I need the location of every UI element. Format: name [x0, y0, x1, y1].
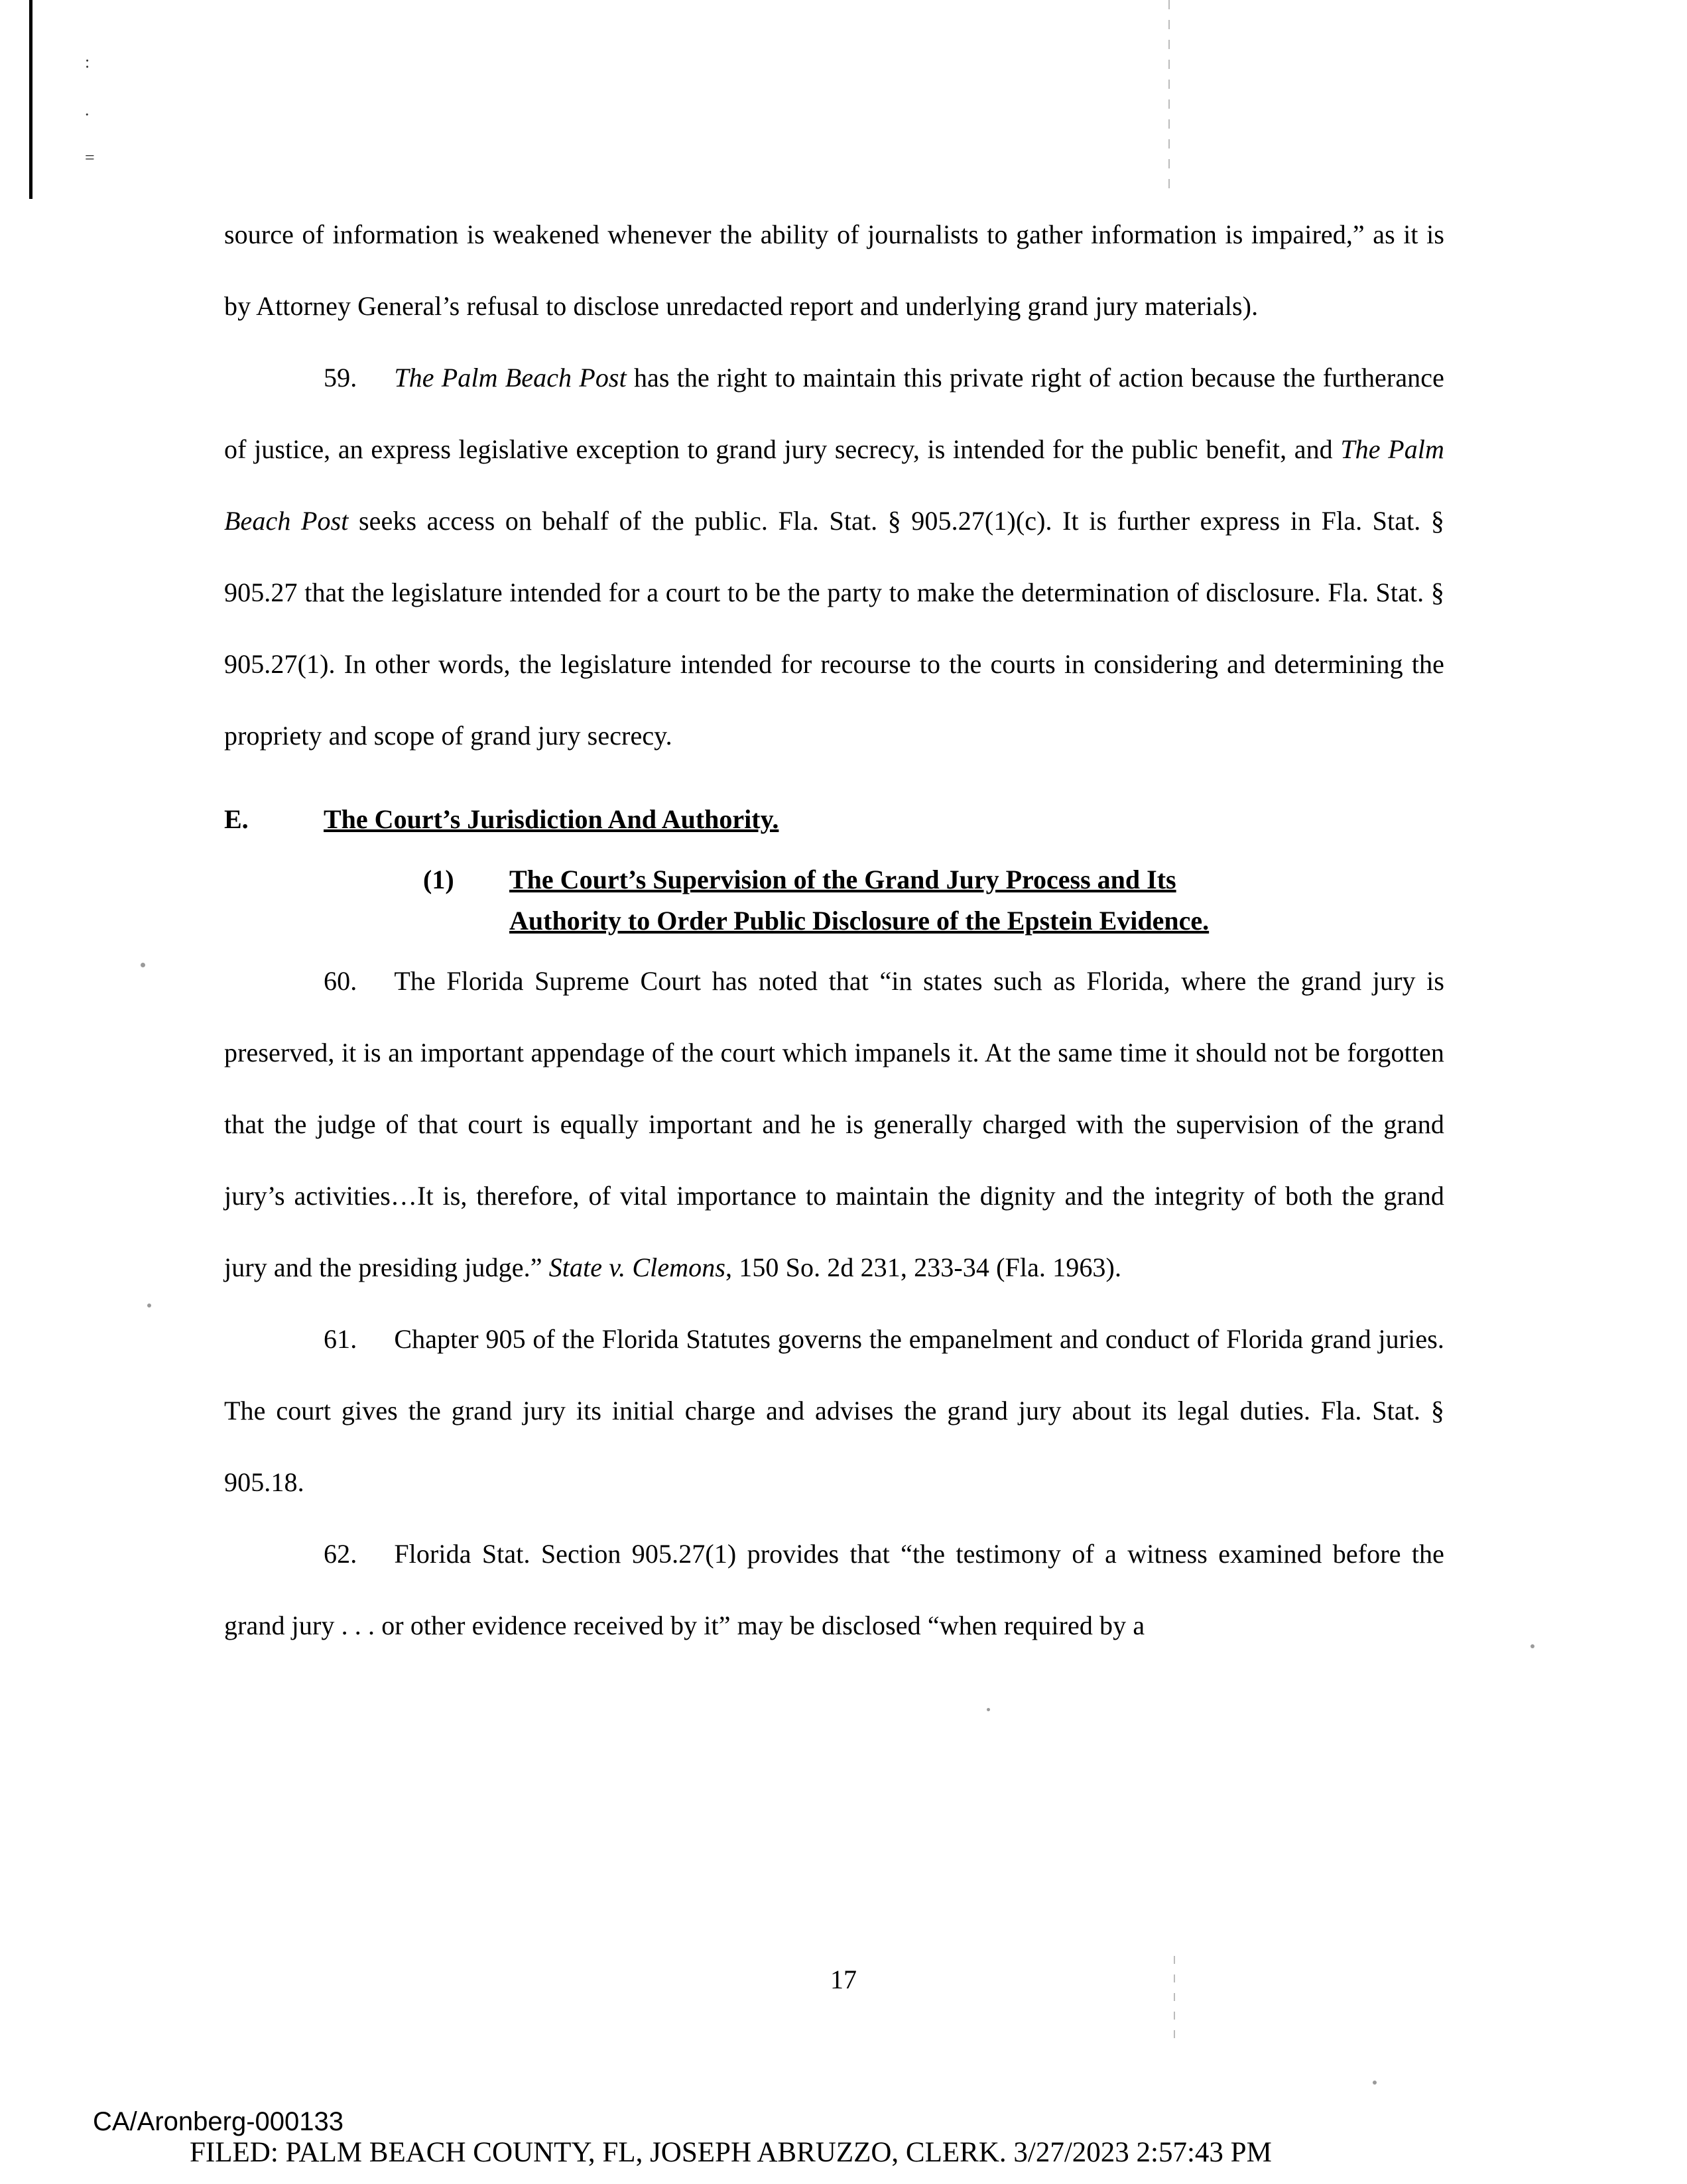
- paragraph-text: Chapter 905 of the Florida Statutes governs the empanelment and conduct of Florida grand juries. The court gives the grand jury its initial charge and advises the grand jury about its legal duties. Fla. Stat. § 905.18.: [224, 1324, 1444, 1497]
- paragraph-60: [224, 945, 1444, 1304]
- document-body: [224, 199, 1444, 1662]
- heading-subsection-number: (1): [423, 865, 454, 894]
- paragraph-number: 60.: [324, 966, 357, 996]
- heading-section-letter: E.: [224, 804, 249, 834]
- case-citation-state-v-clemons: State v. Clemons: [548, 1252, 726, 1282]
- case-name-palm-beach-post: The Palm Beach Post: [394, 363, 627, 393]
- scan-speck: [147, 1304, 151, 1307]
- heading-subsection-line1: The Court’s Supervision of the Grand Jury Process and Its: [509, 865, 1176, 894]
- paragraph-text-2: seeks access on behalf of the public. Fla. Stat. § 905.27(1)(c). It is further express in Fla. Stat. § 905.27 that the legislature intended for a court to be the party to make the determination of disclosure. Fla. Stat. § 905.27(1). In other words, the legislature intended for recourse to the courts in considering and determining the propriety and scope of grand jury secrecy.: [224, 506, 1444, 751]
- heading-section-e: [224, 784, 1444, 855]
- scan-speck: [141, 963, 145, 967]
- bates-number: CA/Aronberg-000133: [93, 2107, 344, 2136]
- heading-subsection-1: [224, 859, 1444, 941]
- paragraph-number: 61.: [324, 1324, 357, 1354]
- paragraph-continuation: source of information is weakened whenever the ability of journalists to gather information is impaired,” as it is by Attorney General’s refusal to disclose unredacted report and underlying grand jury materials).: [224, 219, 1444, 321]
- margin-artifact-marks: : . =: [85, 52, 95, 167]
- left-margin-rule: [29, 0, 32, 199]
- paragraph-62: [224, 1518, 1444, 1662]
- page-number: 17: [830, 1965, 857, 1994]
- paragraph-text-1: has the right to maintain this private right of action because the furtherance of justice, an express legislative exception to grand jury secrecy, is intended for the public benefit, and: [224, 363, 1444, 464]
- paragraph-text-1: The Florida Supreme Court has noted that “in states such as Florida, where the grand jury is preserved, it is an important appendage of the court which impanels it. At the same time it should not be forgotten that the judge of that court is equally important and he is generally charged with the supervision of the grand jury’s activities…It is, therefore, of vital importance to maintain the dignity and the integrity of both the grand jury and the presiding judge.”: [224, 966, 1444, 1282]
- scan-speck: [1373, 2081, 1377, 2085]
- scan-speck: [987, 1708, 990, 1711]
- scan-speck: [1531, 1644, 1534, 1648]
- paragraph-text: Florida Stat. Section 905.27(1) provides that “the testimony of a witness examined before the grand jury . . . or other evidence received by it” may be disclosed “when required by a: [224, 1539, 1444, 1640]
- scan-artifact-line-top: [1168, 0, 1170, 199]
- filed-stamp: FILED: PALM BEACH COUNTY, FL, JOSEPH ABRUZZO, CLERK. 3/27/2023 2:57:43 PM: [190, 2137, 1272, 2168]
- paragraph-61: [224, 1304, 1444, 1518]
- paragraph-number: 59.: [324, 363, 357, 393]
- paragraph-text-2: , 150 So. 2d 231, 233-34 (Fla. 1963).: [725, 1252, 1122, 1282]
- case-name-palm-beach-post-2: The Palm Beach Post: [224, 434, 1444, 536]
- paragraph-number: 62.: [324, 1539, 357, 1569]
- heading-section-title: The Court’s Jurisdiction And Authority.: [324, 804, 779, 834]
- heading-subsection-line2: Authority to Order Public Disclosure of the Epstein Evidence.: [509, 906, 1210, 936]
- paragraph-59: [224, 342, 1444, 772]
